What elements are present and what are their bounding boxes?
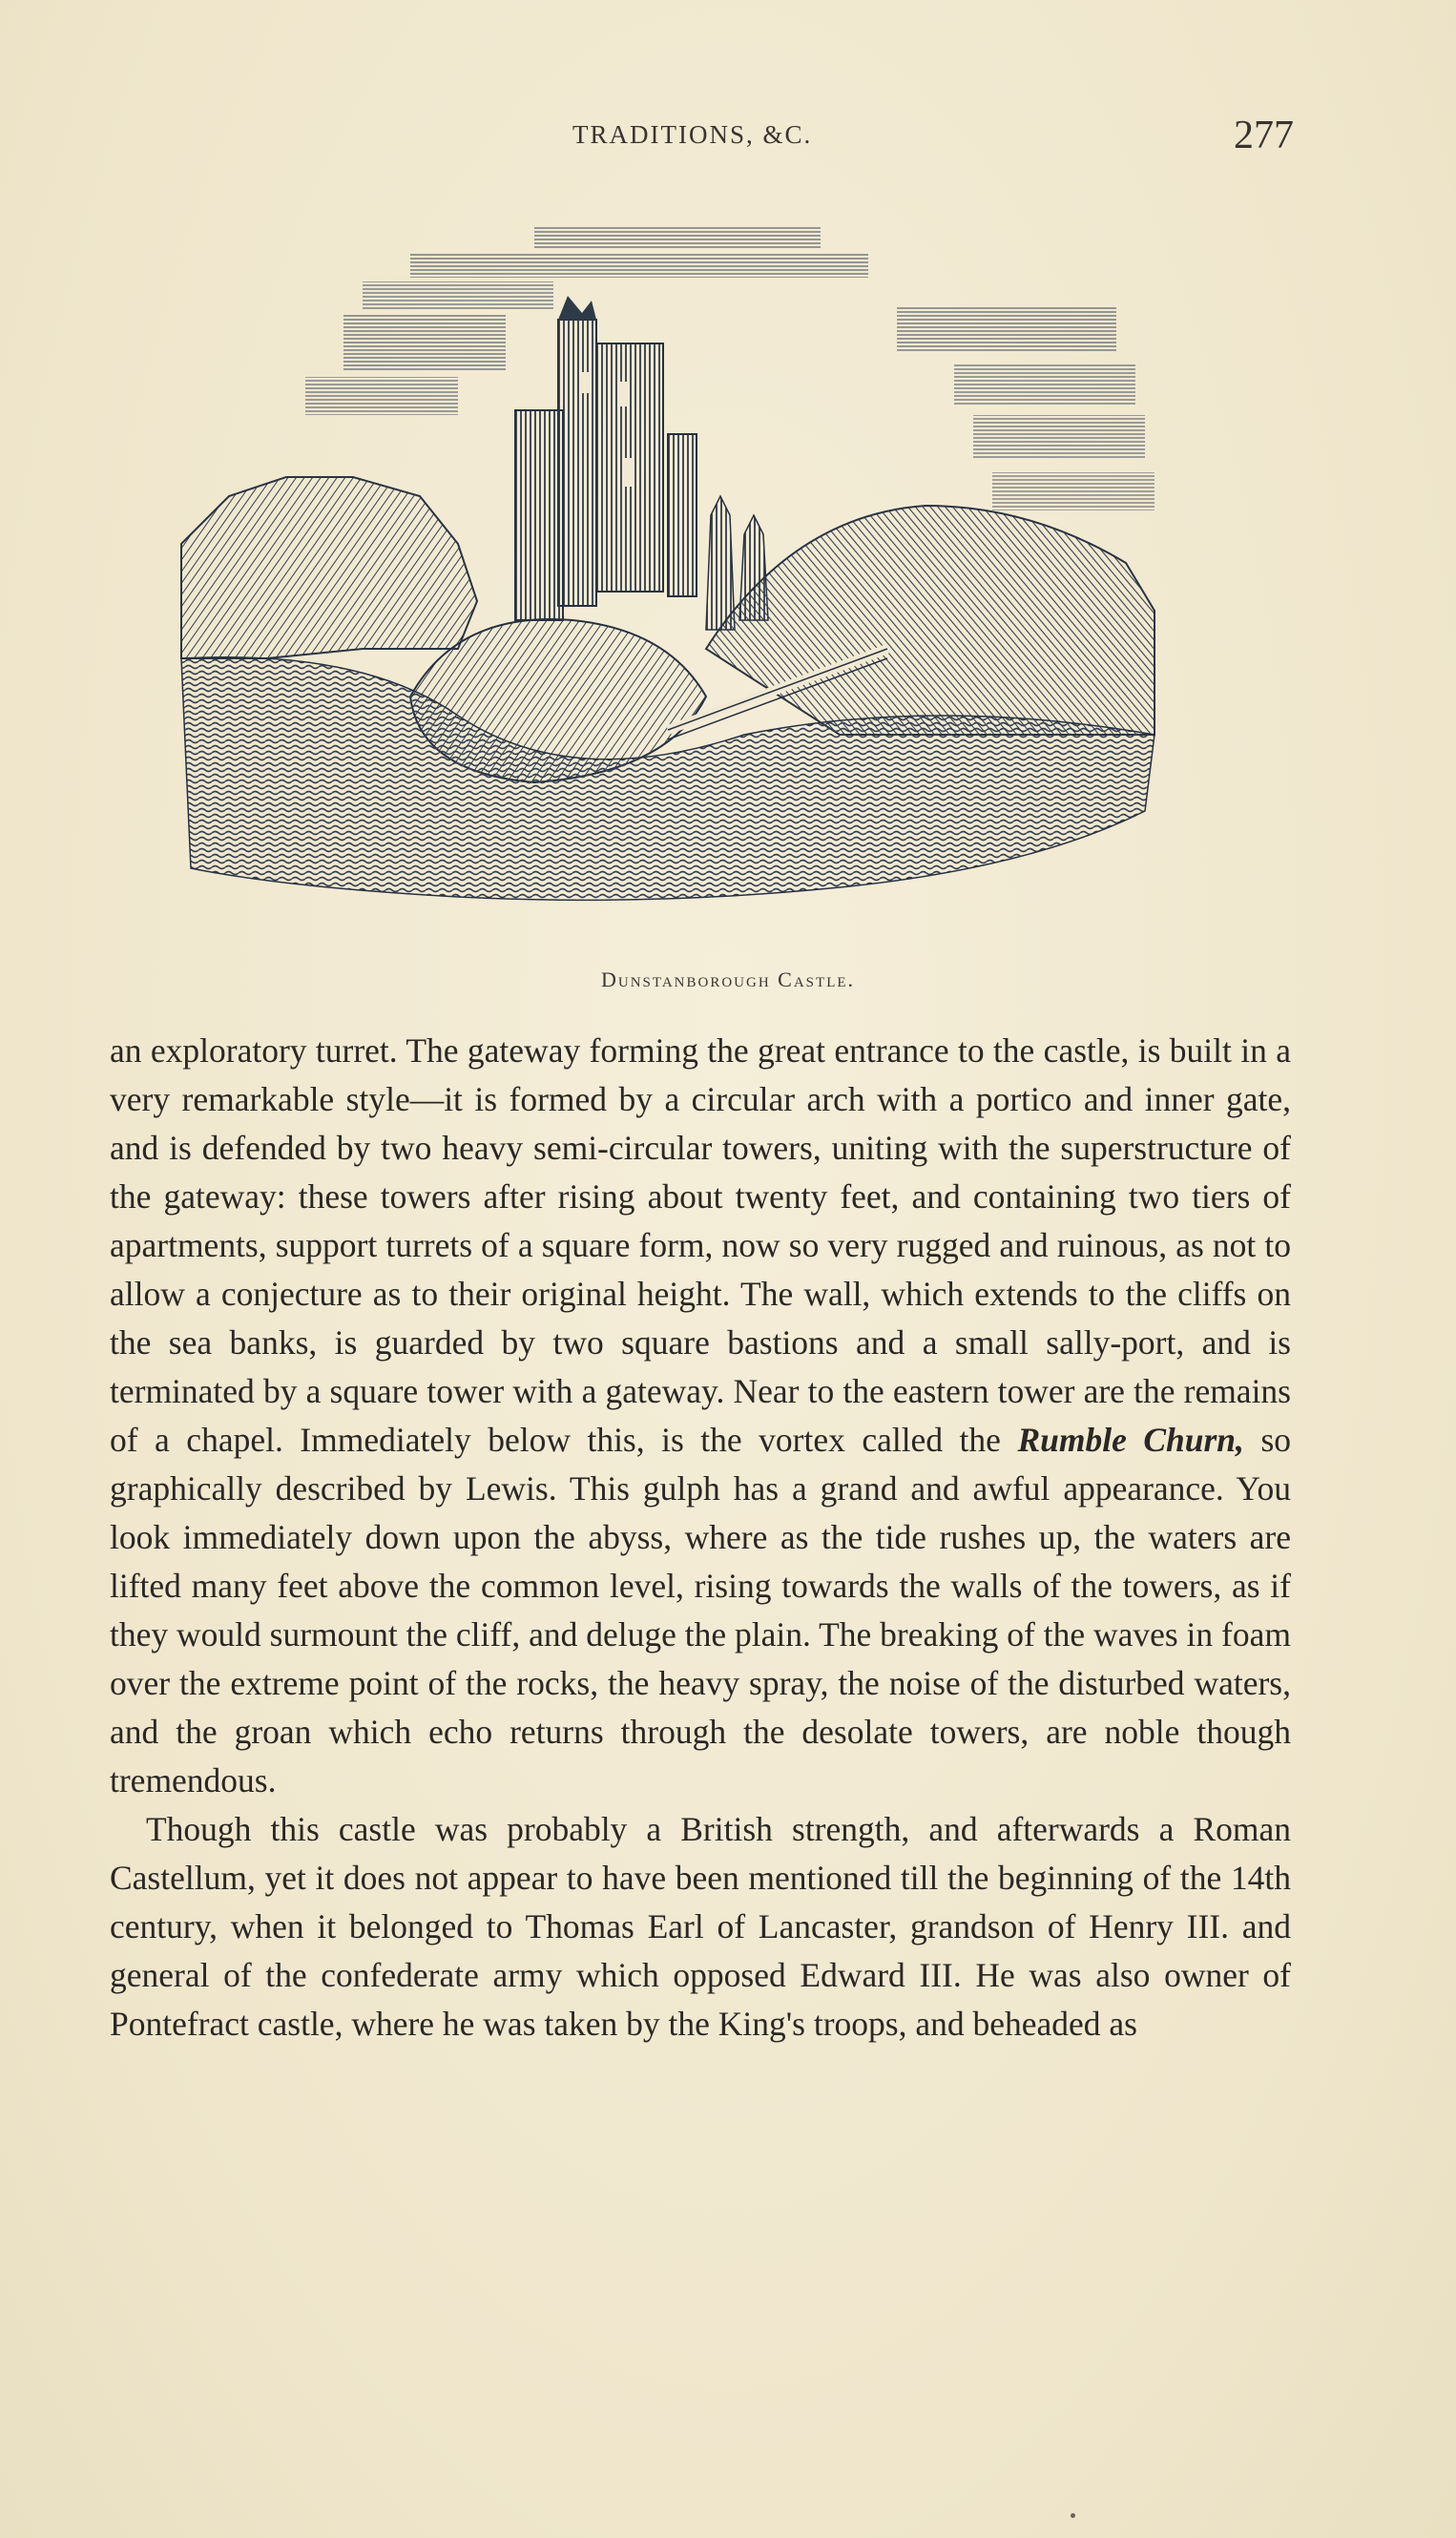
left-cliff	[181, 477, 477, 658]
paragraph-1	[110, 1027, 1291, 1805]
rumble-churn-term: Rumble Churn,	[1017, 1421, 1244, 1459]
paper-speck	[1071, 2513, 1075, 2518]
running-title: TRADITIONS, &C.	[572, 120, 813, 149]
castle-ruin	[515, 296, 768, 630]
paragraph-2: Though this castle was probably a British strength, and afterwards a Roman Castellum, yet it does not appear to have been mentioned till the beginning of the 14th century, when it belonged to Thomas Earl of Lancaster, grandson of Henry III. and general of the confederate army which opposed Edward III. He was also owner of Pontefract castle, where he was taken by the King's troops, and beheaded as	[110, 1810, 1291, 2043]
castle-illustration	[172, 200, 1221, 964]
paragraph-1-part-a: an exploratory turret. The gateway forming the great entrance to the castle, is built in a very remarkable style—it is formed by a circular arch with a portico and inner gate, and is defended by two heavy semi-circular towers, uniting with the superstructure of the gateway: these towers after rising about twenty feet, and containing two tiers of apartments, support turrets of a square form, now so very rugged and ruinous, as not to allow a conjecture as to their original height. The wall, which extends to the cliffs on the sea banks, is guarded by two square bastions and a small sally-port, and is terminated by a square tower with a gateway. Near to the eastern tower are the remains of a chapel. Immediately below this, is the vortex called the	[110, 1031, 1291, 1459]
paragraph-1-part-b: so graphically described by Lewis. This gulph has a grand and awful appearance. You look immediately down upon the abyss, where as the tide rushes up, the waters are lifted many feet above the common level, rising towards the walls of the towers, as if they would surmount the cliff, and deluge the plain. The breaking of the waves in foam over the extreme point of the rocks, the heavy spray, the noise of the disturbed waters, and the groan which echo returns through the desolate towers, are noble though tremendous.	[110, 1421, 1292, 1799]
castle-engraving-icon	[172, 200, 1221, 964]
cloud-streaks	[305, 227, 1154, 510]
running-head	[0, 113, 1456, 160]
figure-caption: Dunstanborough Castle.	[600, 967, 856, 991]
body-text	[110, 1027, 1291, 2049]
page-number: 277	[1234, 114, 1294, 157]
